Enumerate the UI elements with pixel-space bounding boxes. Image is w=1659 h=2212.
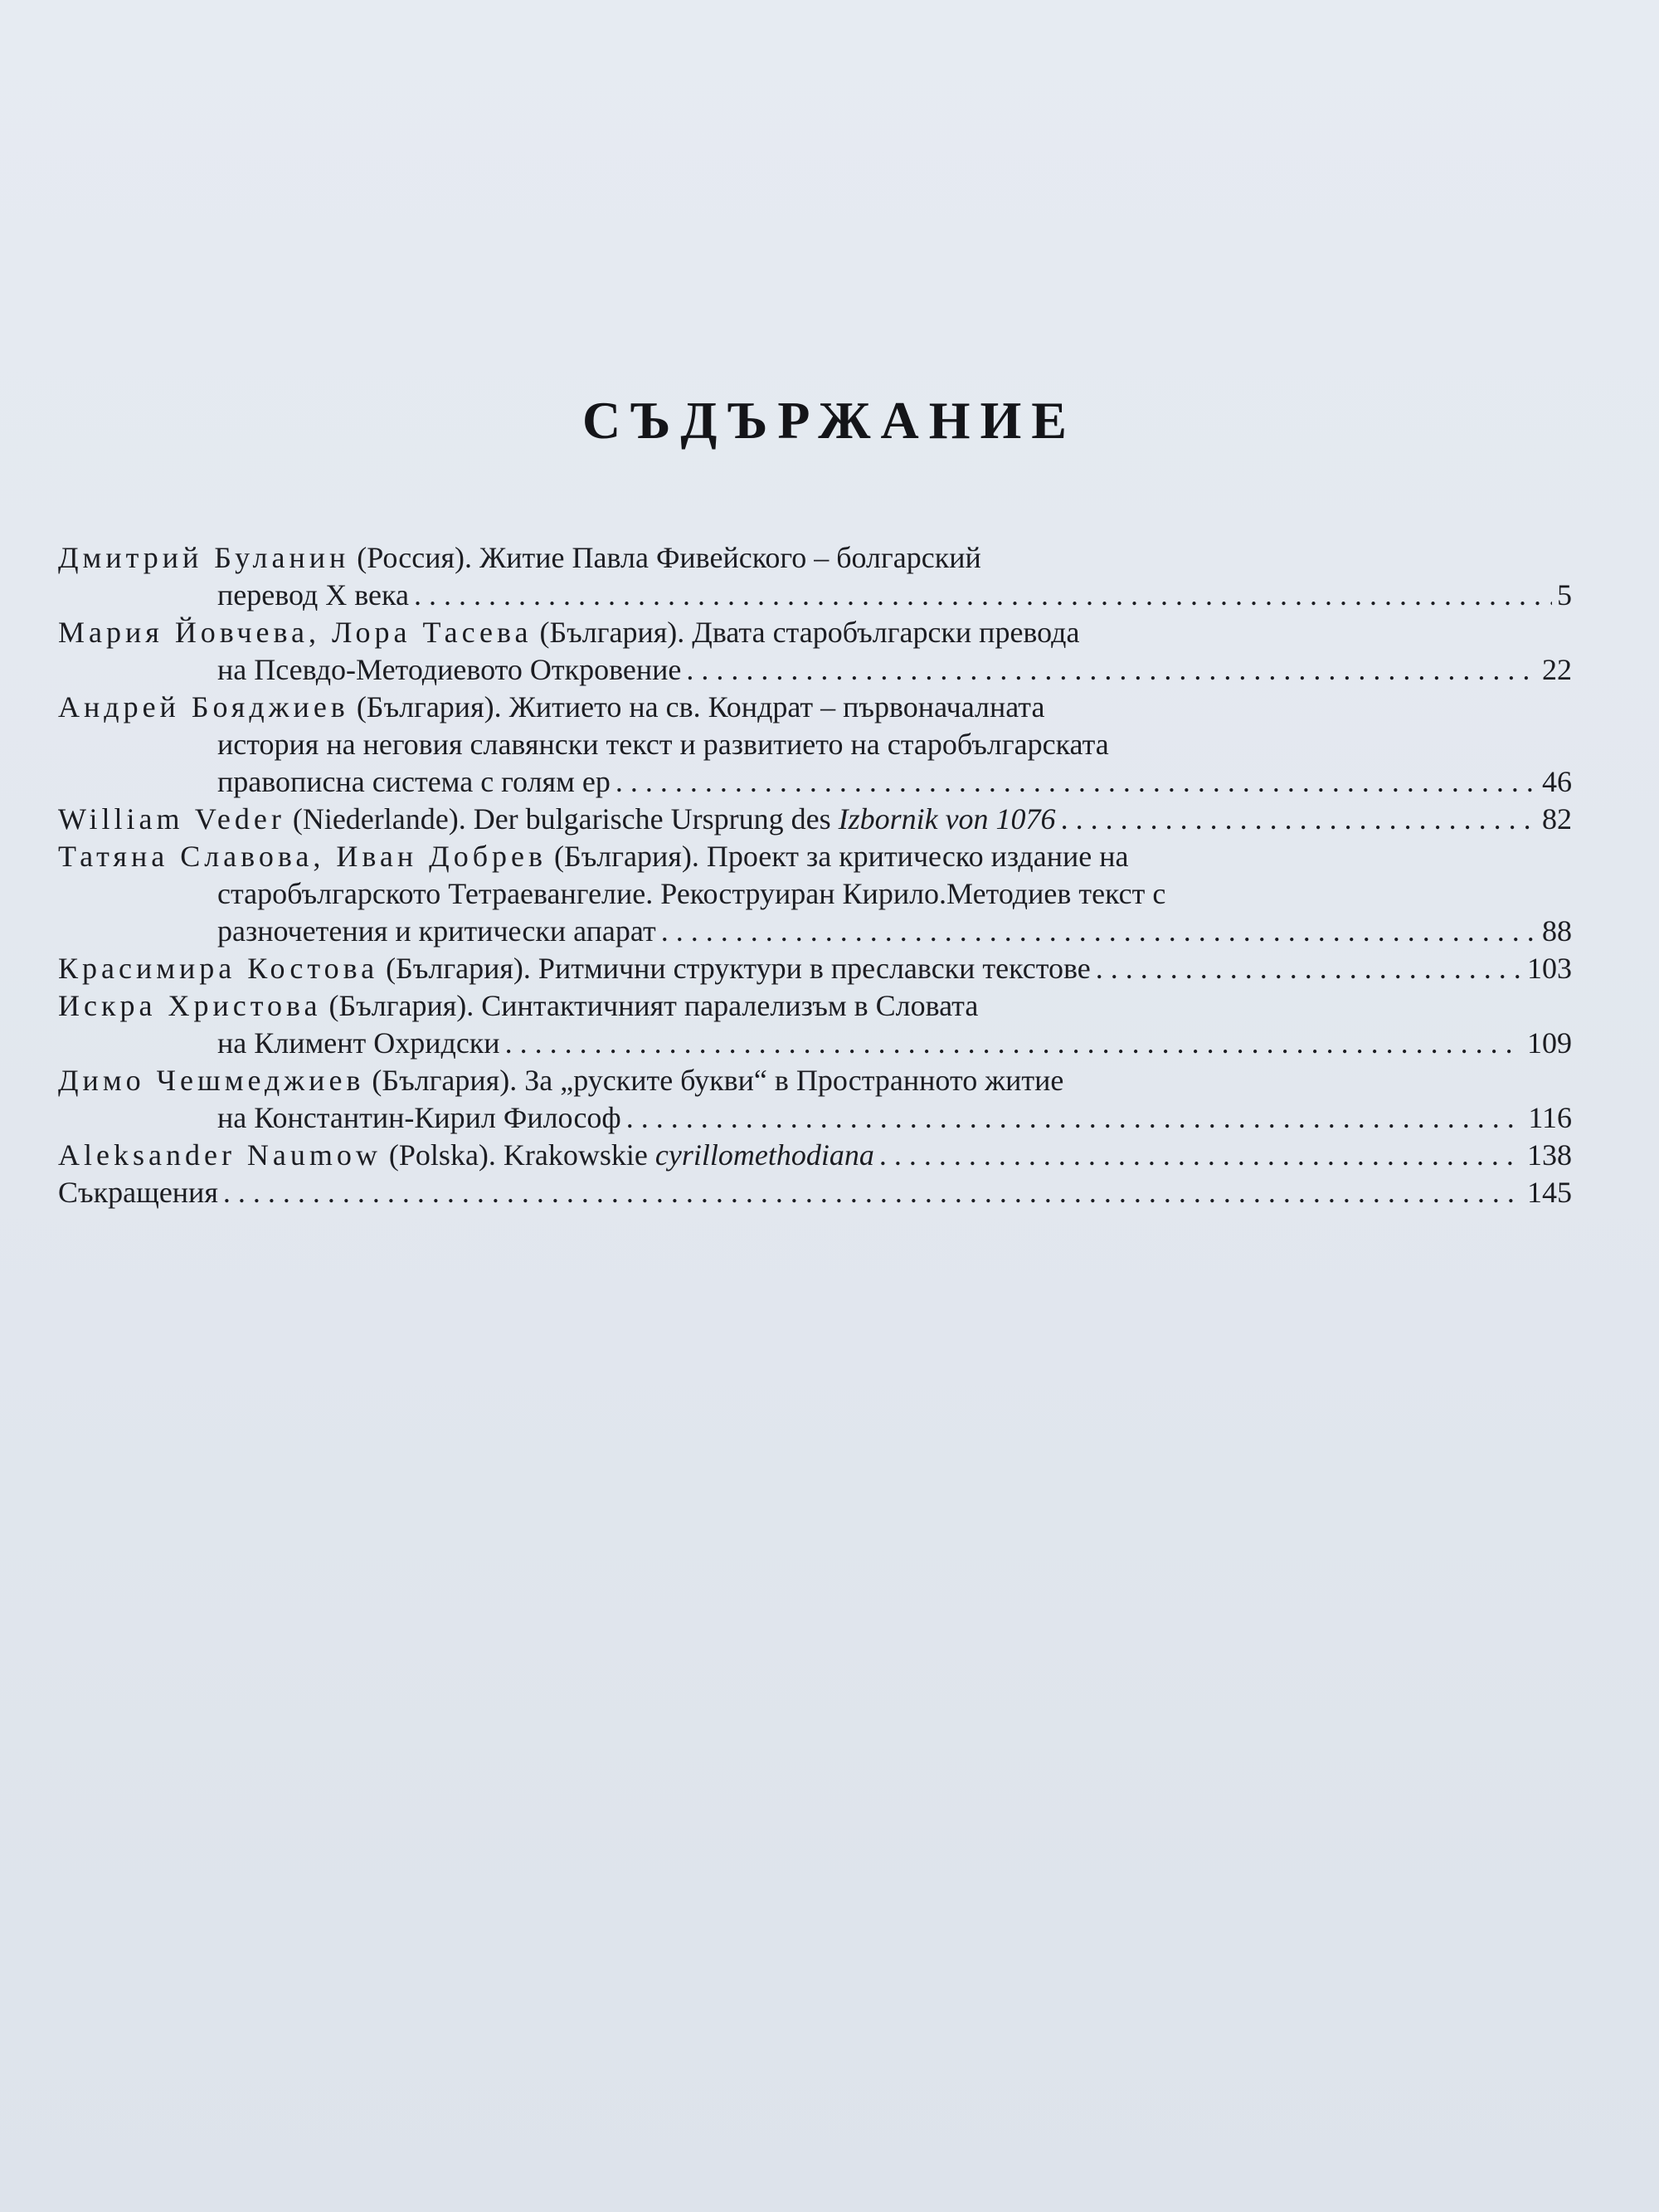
toc-title-line: правописна система с голям ер (217, 765, 611, 798)
toc-entry (58, 614, 1572, 689)
toc-title-line: старобългарското Тетраевангелие. Рекоструиран Кирило.Методиев текст с (217, 877, 1166, 910)
toc-entry (58, 950, 1572, 987)
toc-title-line: (България). Житието на св. Кондрат – първоначалната (356, 690, 1045, 724)
toc-title-line: (България). Проект за критическо издание на (554, 840, 1129, 873)
toc-title-line: (България). Двата старобългарски превода (539, 616, 1080, 649)
toc-title-line: перевод X века (217, 578, 409, 611)
toc-entry (58, 689, 1572, 801)
dot-leader (661, 913, 1537, 950)
toc-author: Татяна Славова, Иван Добрев (58, 840, 547, 873)
toc-title-line: (Polska). Krakowskie (388, 1138, 648, 1172)
toc-title-line: на Климент Охридски (217, 1026, 500, 1060)
dot-leader (1096, 950, 1522, 987)
toc-entry (58, 1137, 1572, 1174)
toc-title-line: на Константин-Кирил Философ (217, 1101, 621, 1134)
toc-entry (58, 801, 1572, 838)
toc-italic-title: Izbornik von 1076 (838, 802, 1056, 836)
dot-leader (414, 577, 1552, 614)
toc-page-number: 109 (1527, 1026, 1572, 1060)
toc-author: William Veder (58, 802, 285, 836)
toc-entry (58, 1062, 1572, 1137)
toc-title-line: на Псевдо-Методиевото Откровение (217, 653, 682, 686)
dot-leader (879, 1137, 1522, 1174)
table-of-contents (58, 539, 1572, 1211)
toc-author: Димо Чешмеджиев (58, 1064, 365, 1097)
toc-author: Искра Христова (58, 989, 322, 1022)
toc-author: Aleksander Naumow (58, 1138, 382, 1172)
toc-page-number: 145 (1527, 1176, 1572, 1209)
toc-author: Андрей Бояджиев (58, 690, 349, 724)
toc-page-number: 5 (1557, 578, 1572, 611)
toc-page-number: 138 (1527, 1138, 1572, 1172)
toc-entry (58, 1174, 1572, 1211)
toc-page-number: 116 (1528, 1101, 1572, 1134)
toc-title-line: (Niederlande). Der bulgarische Ursprung des (292, 802, 831, 836)
dot-leader (615, 763, 1537, 801)
toc-page-number: 103 (1527, 952, 1572, 985)
toc-entry (58, 987, 1572, 1062)
dot-leader (505, 1025, 1522, 1062)
dot-leader (223, 1174, 1522, 1211)
toc-title-line: история на неговия славянски текст и развитието на старобългарската (217, 728, 1109, 761)
dot-leader (686, 651, 1537, 689)
toc-author: Дмитрий Буланин (58, 541, 350, 574)
toc-page-number: 46 (1542, 765, 1572, 798)
toc-title-line: Съкращения (58, 1176, 218, 1209)
toc-page-number: 88 (1542, 914, 1572, 948)
dot-leader (1061, 801, 1537, 838)
toc-title-line: разночетения и критически апарат (217, 914, 656, 948)
toc-page-number: 22 (1542, 653, 1572, 686)
toc-italic-title: cyrillomethodiana (654, 1138, 874, 1172)
toc-title-line: (България). Синтактичният паралелизъм в Словата (328, 989, 979, 1022)
page-title: СЪДЪРЖАНИЕ (582, 391, 1077, 450)
dot-leader (626, 1099, 1524, 1137)
toc-author: Мария Йовчева, Лора Тасева (58, 616, 533, 649)
toc-title-line: (Россия). Житие Павла Фивейского – болгарский (357, 541, 981, 574)
toc-entry (58, 838, 1572, 950)
toc-author: Красимира Костова (58, 952, 379, 985)
toc-entry (58, 539, 1572, 614)
toc-page-number: 82 (1542, 802, 1572, 836)
toc-title-line: (България). Ритмични структури в преславски текстове (386, 952, 1091, 985)
toc-title-line: (България). За „руските букви“ в Пространното житие (372, 1064, 1064, 1097)
